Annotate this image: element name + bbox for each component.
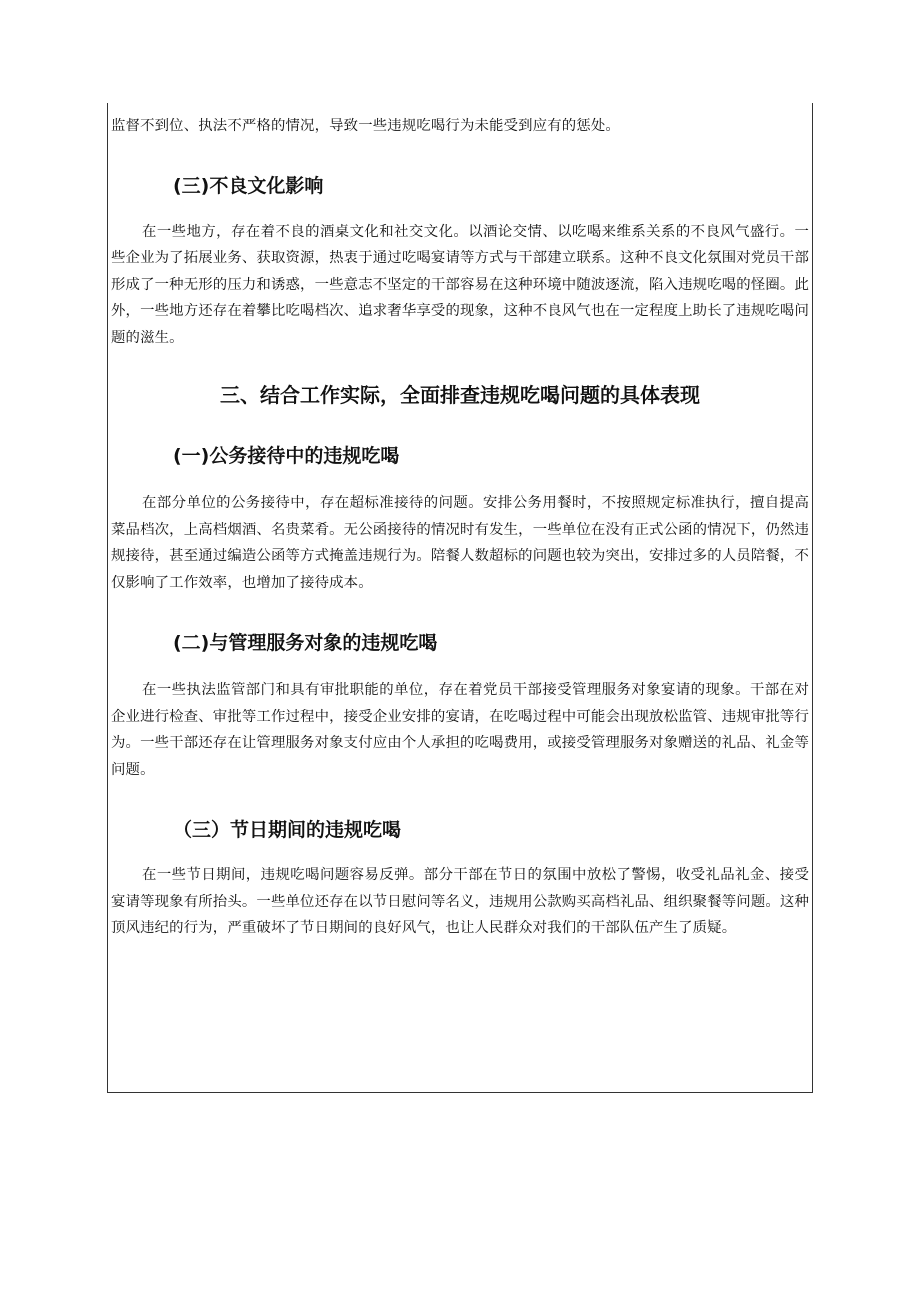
- paragraph-official-reception: 在部分单位的公务接待中，存在超标准接待的问题。安排公务用餐时，不按照规定标准执行，擅自提高菜品档次，上高档烟酒、名贵菜肴。无公函接待的情况时有发生，一些单位在没有正式公函的情况下，仍然违规接待，甚至通过编造公函等方式掩盖违规行为。陪餐人数超标的问题也较为突出，安排过多的人员陪餐，不仅影响了工作效率，也增加了接待成本。: [111, 495, 809, 591]
- document-body: [111, 103, 809, 942]
- paragraph-service-objects: 在一些执法监管部门和具有审批职能的单位，存在着党员干部接受管理服务对象宴请的现象。干部在对企业进行检查、审批等工作过程中，接受企业安排的宴请，在吃喝过程中可能会出现放松监管、违规审批等行为。一些干部还存在让管理服务对象支付应由个人承担的吃喝费用，或接受管理服务对象赠送的礼品、礼金等问题。: [111, 682, 809, 778]
- subsection-title-bad-culture: (三)不良文化影响: [173, 174, 324, 197]
- paragraph-holidays: 在一些节日期间，违规吃喝问题容易反弹。部分干部在节日的氛围中放松了警惕，收受礼品礼金、接受宴请等现象有所抬头。一些单位还存在以节日慰问等名义，违规用公款购买高档礼品、组织聚餐等问题。这种顶风违纪的行为，严重破坏了节日期间的良好风气，也让人民群众对我们的干部队伍产生了质疑。: [111, 867, 809, 936]
- subsection-title-official-reception: (一)公务接待中的违规吃喝: [173, 445, 400, 467]
- paragraph-bad-culture: 在一些地方，存在着不良的酒桌文化和社交文化。以酒论交情、以吃喝来维系关系的不良风气盛行。一些企业为了拓展业务、获取资源，热衷于通过吃喝宴请等方式与干部建立联系。这种不良文化氛围对党员干部形成了一种无形的压力和诱惑，一些意志不坚定的干部容易在这种环境中随波逐流，陷入违规吃喝的怪圈。此外，一些地方还存在着攀比吃喝档次、追求奢华享受的现象，这种不良风气也在一定程度上助长了违规吃喝问题的滋生。: [111, 223, 809, 346]
- intro-paragraph-tail: 监督不到位、执法不严格的情况，导致一些违规吃喝行为未能受到应有的惩处。: [111, 118, 620, 134]
- section-title-investigation: 三、结合工作实际，全面排查违规吃喝问题的具体表现: [220, 383, 700, 407]
- subsection-title-holidays: （三）节日期间的违规吃喝: [173, 819, 402, 841]
- subsection-title-service-objects: (二)与管理服务对象的违规吃喝: [173, 632, 438, 654]
